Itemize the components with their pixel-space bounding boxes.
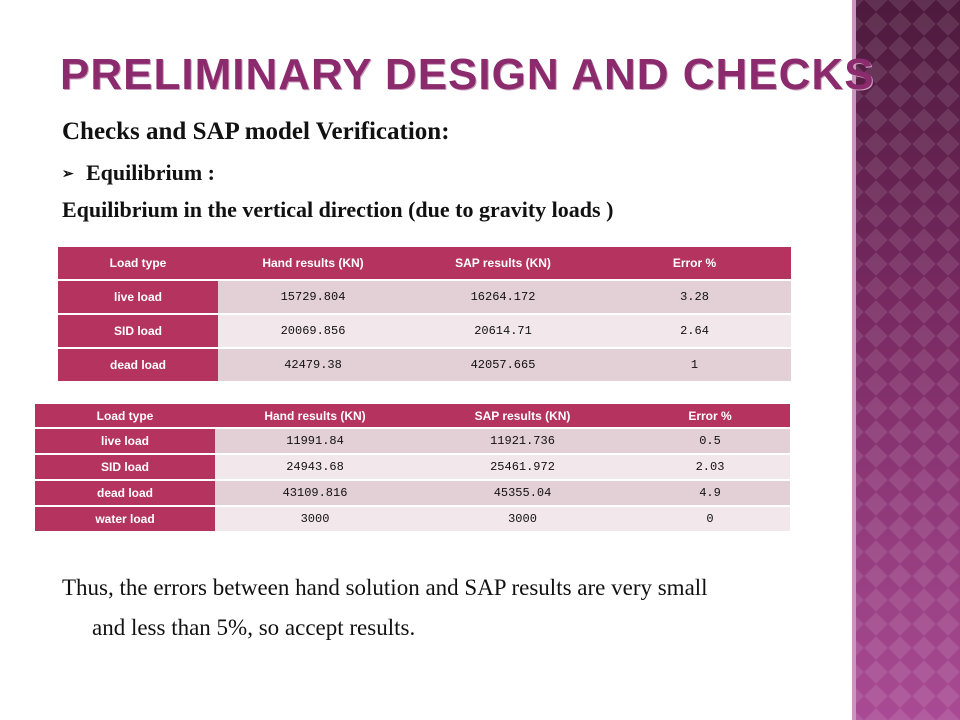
table-cell: 25461.972 xyxy=(415,454,630,480)
table-cell: 20069.856 xyxy=(218,314,408,348)
table-cell: 43109.816 xyxy=(215,480,415,506)
sidebar-edge xyxy=(852,0,856,720)
results-table-1 xyxy=(58,247,791,381)
bullet-item xyxy=(62,160,215,186)
table-header: SAP results (KN) xyxy=(415,404,630,428)
table-cell: 0 xyxy=(630,506,790,531)
table-cell: 0.5 xyxy=(630,428,790,454)
table-cell: 16264.172 xyxy=(408,280,598,314)
conclusion-line-2: and less than 5%, so accept results. xyxy=(92,615,416,640)
table-cell: 3.28 xyxy=(598,280,791,314)
table-cell: 24943.68 xyxy=(215,454,415,480)
table-cell: 1 xyxy=(598,348,791,381)
conclusion-line-1: Thus, the errors between hand solution and SAP results are very small xyxy=(62,575,708,600)
table-cell: 2.03 xyxy=(630,454,790,480)
table-header: Hand results (KN) xyxy=(215,404,415,428)
row-label: live load xyxy=(35,428,215,454)
equilibrium-description: Equilibrium in the vertical direction (due to gravity loads ) xyxy=(62,197,614,222)
table-row xyxy=(58,280,791,314)
table-cell: 15729.804 xyxy=(218,280,408,314)
table-row xyxy=(35,454,790,480)
table-cell: 11991.84 xyxy=(215,428,415,454)
table-row xyxy=(35,506,790,531)
row-label: SID load xyxy=(35,454,215,480)
table-cell: 11921.736 xyxy=(415,428,630,454)
table-cell: 42057.665 xyxy=(408,348,598,381)
bullet-label: Equilibrium : xyxy=(86,160,215,185)
table-cell: 3000 xyxy=(415,506,630,531)
subheading: Checks and SAP model Verification: xyxy=(62,118,450,145)
table-header: Load type xyxy=(58,247,218,280)
table-row xyxy=(58,348,791,381)
conclusion-paragraph xyxy=(62,568,822,648)
table-header: Error % xyxy=(630,404,790,428)
decorative-sidebar xyxy=(852,0,960,720)
row-label: water load xyxy=(35,506,215,531)
table-cell: 42479.38 xyxy=(218,348,408,381)
row-label: dead load xyxy=(58,348,218,381)
table-row xyxy=(58,314,791,348)
table-header: Error % xyxy=(598,247,791,280)
table-header: SAP results (KN) xyxy=(408,247,598,280)
table-cell: 2.64 xyxy=(598,314,791,348)
row-label: dead load xyxy=(35,480,215,506)
table-header: Hand results (KN) xyxy=(218,247,408,280)
row-label: SID load xyxy=(58,314,218,348)
arrow-bullet-icon: ➢ xyxy=(62,167,74,183)
table-cell: 20614.71 xyxy=(408,314,598,348)
results-table-2 xyxy=(35,404,790,531)
table-header: Load type xyxy=(35,404,215,428)
slide-title: PRELIMINARY DESIGN AND CHECKS xyxy=(60,50,875,99)
table-cell: 4.9 xyxy=(630,480,790,506)
table-row xyxy=(35,480,790,506)
table-row xyxy=(35,428,790,454)
table-cell: 3000 xyxy=(215,506,415,531)
table-cell: 45355.04 xyxy=(415,480,630,506)
row-label: live load xyxy=(58,280,218,314)
